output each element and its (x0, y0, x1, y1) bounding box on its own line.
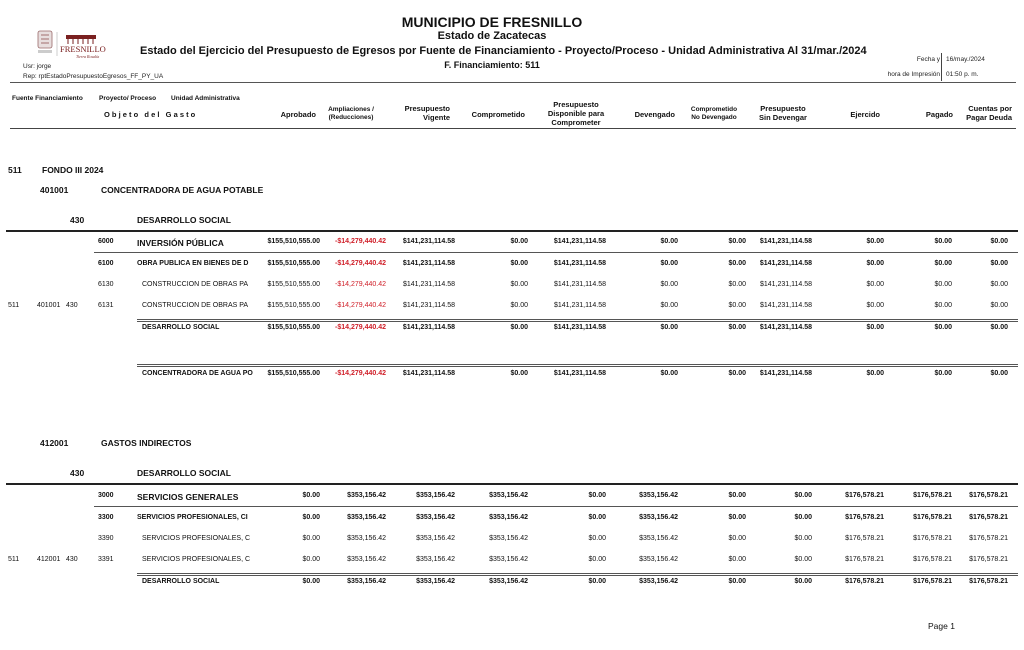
amount-cell: $0.00 (510, 238, 528, 245)
col-pagado: Pagado (925, 110, 953, 119)
amount-cell: $0.00 (588, 514, 606, 521)
amount-cell: $0.00 (588, 492, 606, 499)
amount-cell: -$14,279,440.42 (335, 238, 386, 245)
amount-cell: $353,156.42 (489, 514, 528, 521)
table-row (0, 281, 1024, 295)
amount-cell: $353,156.42 (639, 514, 678, 521)
amount-cell: $353,156.42 (416, 514, 455, 521)
amount-cell: $353,156.42 (639, 535, 678, 542)
amount-cell: $141,231,114.58 (402, 281, 455, 288)
amount-cell: -$14,279,440.42 (335, 281, 386, 288)
unit-total-row (0, 324, 1024, 338)
amount-cell: $0.00 (728, 578, 746, 585)
amount-cell: $176,578.21 (913, 535, 952, 542)
amount-cell: $0.00 (728, 370, 746, 377)
amount-cell: $0.00 (588, 535, 606, 542)
col-vigente: Presupuesto Vigente (404, 104, 450, 122)
amount-cell: $0.00 (990, 260, 1008, 267)
amount-cell: $353,156.42 (489, 535, 528, 542)
amount-cell: $0.00 (660, 238, 678, 245)
amount-cell: $0.00 (990, 302, 1008, 309)
amount-cell: $0.00 (794, 556, 812, 563)
objeto-desc-cell: CONSTRUCCIÓN DE OBRAS PA (142, 302, 249, 309)
amount-cell: $0.00 (794, 492, 812, 499)
col-ejercido: Ejercido (850, 110, 880, 119)
project-code: 412001 (40, 438, 69, 448)
amount-cell: $0.00 (934, 260, 952, 267)
subtotal-rule (137, 319, 1018, 322)
table-row (0, 556, 1024, 570)
amount-cell: $141,231,114.58 (553, 281, 606, 288)
amount-cell: $0.00 (990, 370, 1008, 377)
amount-cell: -$14,279,440.42 (335, 370, 386, 377)
col-comp-no-devengado: Comprometido No Devengado (690, 106, 738, 121)
amount-cell: $353,156.42 (639, 556, 678, 563)
project-name: GASTOS INDIRECTOS (101, 438, 192, 448)
col-fuente: Fuente Financiamiento (12, 95, 83, 102)
amount-cell: $353,156.42 (416, 578, 455, 585)
amount-cell: $0.00 (866, 370, 884, 377)
date-value: 16/may./2024 (946, 56, 985, 63)
amount-cell: $0.00 (728, 492, 746, 499)
amount-cell: $141,231,114.58 (759, 260, 812, 267)
amount-cell: $353,156.42 (416, 492, 455, 499)
amount-cell: $353,156.42 (489, 556, 528, 563)
municipality-title: MUNICIPIO DE FRESNILLO (401, 14, 583, 30)
col-devengado: Devengado (634, 110, 675, 119)
amount-cell: $176,578.21 (913, 514, 952, 521)
amount-cell: $0.00 (302, 556, 320, 563)
objeto-code-cell: 6130 (98, 281, 114, 288)
objeto-desc-cell: SERVICIOS PROFESIONALES, C (142, 556, 251, 563)
user-label: Usr: jorge (23, 63, 52, 70)
amount-cell: $141,231,114.58 (402, 324, 455, 331)
amount-cell: $0.00 (510, 281, 528, 288)
amount-cell: $141,231,114.58 (402, 370, 455, 377)
objeto-desc-cell: SERVICIOS GENERALES (137, 492, 239, 502)
amount-cell: $0.00 (728, 514, 746, 521)
amount-cell: $0.00 (510, 370, 528, 377)
objeto-desc-cell: INVERSIÓN PÚBLICA (137, 238, 224, 248)
amount-cell: $0.00 (588, 556, 606, 563)
time-label: hora de Impresión (887, 71, 940, 78)
amount-cell: $353,156.42 (347, 535, 386, 542)
amount-cell: $141,231,114.58 (759, 370, 812, 377)
amount-cell: $0.00 (794, 578, 812, 585)
objeto-desc-cell: CONSTRUCCIÓN DE OBRAS PA (142, 281, 249, 288)
date-label: Fecha y (916, 56, 940, 63)
amount-cell: $0.00 (794, 535, 812, 542)
unidad-cell: 430 (66, 556, 78, 563)
col-unidad: Unidad Administrativa (171, 95, 240, 102)
col-objeto: O b j e t o d e l G a s t o (104, 110, 196, 119)
amount-cell: $176,578.21 (913, 556, 952, 563)
amount-cell: $353,156.42 (639, 578, 678, 585)
amount-cell: $155,510,555.00 (267, 238, 320, 245)
fuente-cell: 511 (8, 302, 20, 309)
amount-cell: $141,231,114.58 (759, 302, 812, 309)
unidad-cell: 430 (66, 302, 78, 309)
objeto-code-cell: 6131 (98, 302, 114, 309)
amount-cell: $353,156.42 (347, 492, 386, 499)
amount-cell: $176,578.21 (969, 514, 1008, 521)
amount-cell: -$14,279,440.42 (335, 260, 386, 267)
project-name: CONCENTRADORA DE AGUA POTABLE (101, 185, 264, 195)
project-total-row (0, 370, 1024, 384)
amount-cell: -$14,279,440.42 (335, 324, 386, 331)
amount-cell: $353,156.42 (347, 514, 386, 521)
total-desc-cell: DESARROLLO SOCIAL (142, 324, 220, 331)
col-proyecto: Proyecto/ Proceso (99, 95, 157, 102)
amount-cell: $0.00 (866, 260, 884, 267)
date-divider (941, 53, 942, 81)
amount-cell: $155,510,555.00 (267, 302, 320, 309)
amount-cell: $0.00 (510, 302, 528, 309)
subtotal-rule (137, 573, 1018, 576)
amount-cell: $176,578.21 (845, 535, 884, 542)
header-rule (10, 82, 1016, 83)
objeto-code-cell: 3390 (98, 535, 114, 542)
amount-cell: $155,510,555.00 (267, 324, 320, 331)
amount-cell: $353,156.42 (347, 556, 386, 563)
unit-rule (6, 230, 1018, 232)
funding-source-label: F. Financiamiento: 511 (444, 60, 540, 70)
objeto-code-cell: 3300 (98, 514, 114, 521)
amount-cell: $0.00 (660, 281, 678, 288)
table-row (0, 238, 1024, 252)
project-code: 401001 (40, 185, 69, 195)
amount-cell: $141,231,114.58 (553, 370, 606, 377)
unit-code: 430 (70, 468, 85, 478)
objeto-code-cell: 6000 (98, 238, 114, 245)
amount-cell: $141,231,114.58 (759, 324, 812, 331)
amount-cell: $0.00 (728, 281, 746, 288)
amount-cell: $0.00 (990, 238, 1008, 245)
amount-cell: $0.00 (934, 370, 952, 377)
amount-cell: $353,156.42 (416, 535, 455, 542)
state-subtitle: Estado de Zacatecas (437, 30, 547, 42)
table-row (0, 302, 1024, 316)
amount-cell: $0.00 (588, 578, 606, 585)
unit-name: DESARROLLO SOCIAL (137, 215, 231, 225)
unit-total-row (0, 578, 1024, 592)
amount-cell: $0.00 (510, 260, 528, 267)
amount-cell: $176,578.21 (845, 514, 884, 521)
amount-cell: $0.00 (934, 302, 952, 309)
fund-code: 511 (8, 165, 22, 175)
amount-cell: $353,156.42 (347, 578, 386, 585)
amount-cell: $176,578.21 (969, 556, 1008, 563)
objeto-code-cell: 6100 (98, 260, 114, 267)
amount-cell: $0.00 (728, 238, 746, 245)
amount-cell: $0.00 (728, 556, 746, 563)
table-row (0, 492, 1024, 506)
amount-cell: $176,578.21 (969, 535, 1008, 542)
svg-text:Tierra Rosalía: Tierra Rosalía (76, 54, 100, 59)
amount-cell: $0.00 (934, 281, 952, 288)
amount-cell: $141,231,114.58 (402, 260, 455, 267)
row-rule (94, 506, 1018, 507)
page-number: Page 1 (928, 621, 955, 631)
amount-cell: $0.00 (866, 324, 884, 331)
total-desc-cell: DESARROLLO SOCIAL (142, 578, 220, 585)
amount-cell: $176,578.21 (913, 492, 952, 499)
amount-cell: -$14,279,440.42 (335, 302, 386, 309)
amount-cell: $0.00 (866, 281, 884, 288)
amount-cell: $176,578.21 (845, 578, 884, 585)
amount-cell: $0.00 (990, 281, 1008, 288)
time-value: 01:50 p. m. (946, 71, 979, 78)
fund-name: FONDO III 2024 (42, 165, 104, 175)
report-name: Rep: rptEstadoPresupuestoEgresos_FF_PY_UA (23, 73, 164, 80)
proyecto-cell: 412001 (37, 556, 61, 563)
amount-cell: $0.00 (934, 324, 952, 331)
subtotal-rule (137, 364, 1018, 367)
objeto-desc-cell: SERVICIOS PROFESIONALES, CI (137, 514, 248, 521)
amount-cell: $141,231,114.58 (759, 281, 812, 288)
fuente-cell: 511 (8, 556, 20, 563)
amount-cell: $0.00 (728, 302, 746, 309)
col-cuentas: Cuentas por Pagar Deuda (966, 104, 1012, 122)
table-row (0, 514, 1024, 528)
objeto-code-cell: 3391 (98, 556, 114, 563)
amount-cell: $0.00 (794, 514, 812, 521)
total-desc-cell: CONCENTRADORA DE AGUA PO (142, 370, 253, 377)
amount-cell: $141,231,114.58 (553, 260, 606, 267)
col-aprobado: Aprobado (280, 110, 316, 119)
amount-cell: $0.00 (302, 492, 320, 499)
unit-code: 430 (70, 215, 85, 225)
amount-cell: $353,156.42 (639, 492, 678, 499)
amount-cell: $0.00 (510, 324, 528, 331)
col-disponible: Presupuesto Disponible para Comprometer (547, 100, 605, 127)
amount-cell: $141,231,114.58 (402, 238, 455, 245)
logo-text: FRESNILLO (60, 44, 106, 54)
amount-cell: $141,231,114.58 (553, 302, 606, 309)
col-sin-devengar: Presupuesto Sin Devengar (759, 104, 807, 122)
table-row (0, 260, 1024, 274)
amount-cell: $141,231,114.58 (553, 238, 606, 245)
column-header-rule (10, 128, 1016, 129)
amount-cell: $0.00 (660, 260, 678, 267)
objeto-code-cell: 3000 (98, 492, 114, 499)
amount-cell: $141,231,114.58 (759, 238, 812, 245)
amount-cell: $0.00 (302, 578, 320, 585)
objeto-desc-cell: OBRA PÚBLICA EN BIENES DE D (137, 260, 249, 267)
amount-cell: $176,578.21 (913, 578, 952, 585)
col-ampliaciones: Ampliaciones / (Reducciones) (328, 106, 374, 121)
amount-cell: $141,231,114.58 (553, 324, 606, 331)
row-rule (94, 252, 1018, 253)
unit-rule (6, 483, 1018, 485)
amount-cell: $0.00 (728, 324, 746, 331)
amount-cell: $176,578.21 (845, 492, 884, 499)
amount-cell: $0.00 (728, 535, 746, 542)
amount-cell: $353,156.42 (416, 556, 455, 563)
unit-name: DESARROLLO SOCIAL (137, 468, 231, 478)
amount-cell: $0.00 (866, 302, 884, 309)
amount-cell: $176,578.21 (969, 492, 1008, 499)
amount-cell: $0.00 (302, 535, 320, 542)
amount-cell: $0.00 (660, 324, 678, 331)
objeto-desc-cell: SERVICIOS PROFESIONALES, C (142, 535, 251, 542)
amount-cell: $0.00 (990, 324, 1008, 331)
amount-cell: $353,156.42 (489, 492, 528, 499)
amount-cell: $155,510,555.00 (267, 260, 320, 267)
amount-cell: $0.00 (660, 370, 678, 377)
amount-cell: $176,578.21 (845, 556, 884, 563)
amount-cell: $0.00 (660, 302, 678, 309)
amount-cell: $353,156.42 (489, 578, 528, 585)
amount-cell: $0.00 (934, 238, 952, 245)
amount-cell: $0.00 (302, 514, 320, 521)
col-comprometido: Comprometido (471, 110, 525, 119)
report-title: Estado del Ejercicio del Presupuesto de Egresos por Fuente de Financiamiento - Proyecto/Proceso - Unidad Administrativa Al 31/mar./2024 (140, 45, 867, 57)
proyecto-cell: 401001 (37, 302, 61, 309)
table-row (0, 535, 1024, 549)
amount-cell: $155,510,555.00 (267, 281, 320, 288)
amount-cell: $155,510,555.00 (267, 370, 320, 377)
amount-cell: $176,578.21 (969, 578, 1008, 585)
amount-cell: $0.00 (866, 238, 884, 245)
amount-cell: $141,231,114.58 (402, 302, 455, 309)
amount-cell: $0.00 (728, 260, 746, 267)
